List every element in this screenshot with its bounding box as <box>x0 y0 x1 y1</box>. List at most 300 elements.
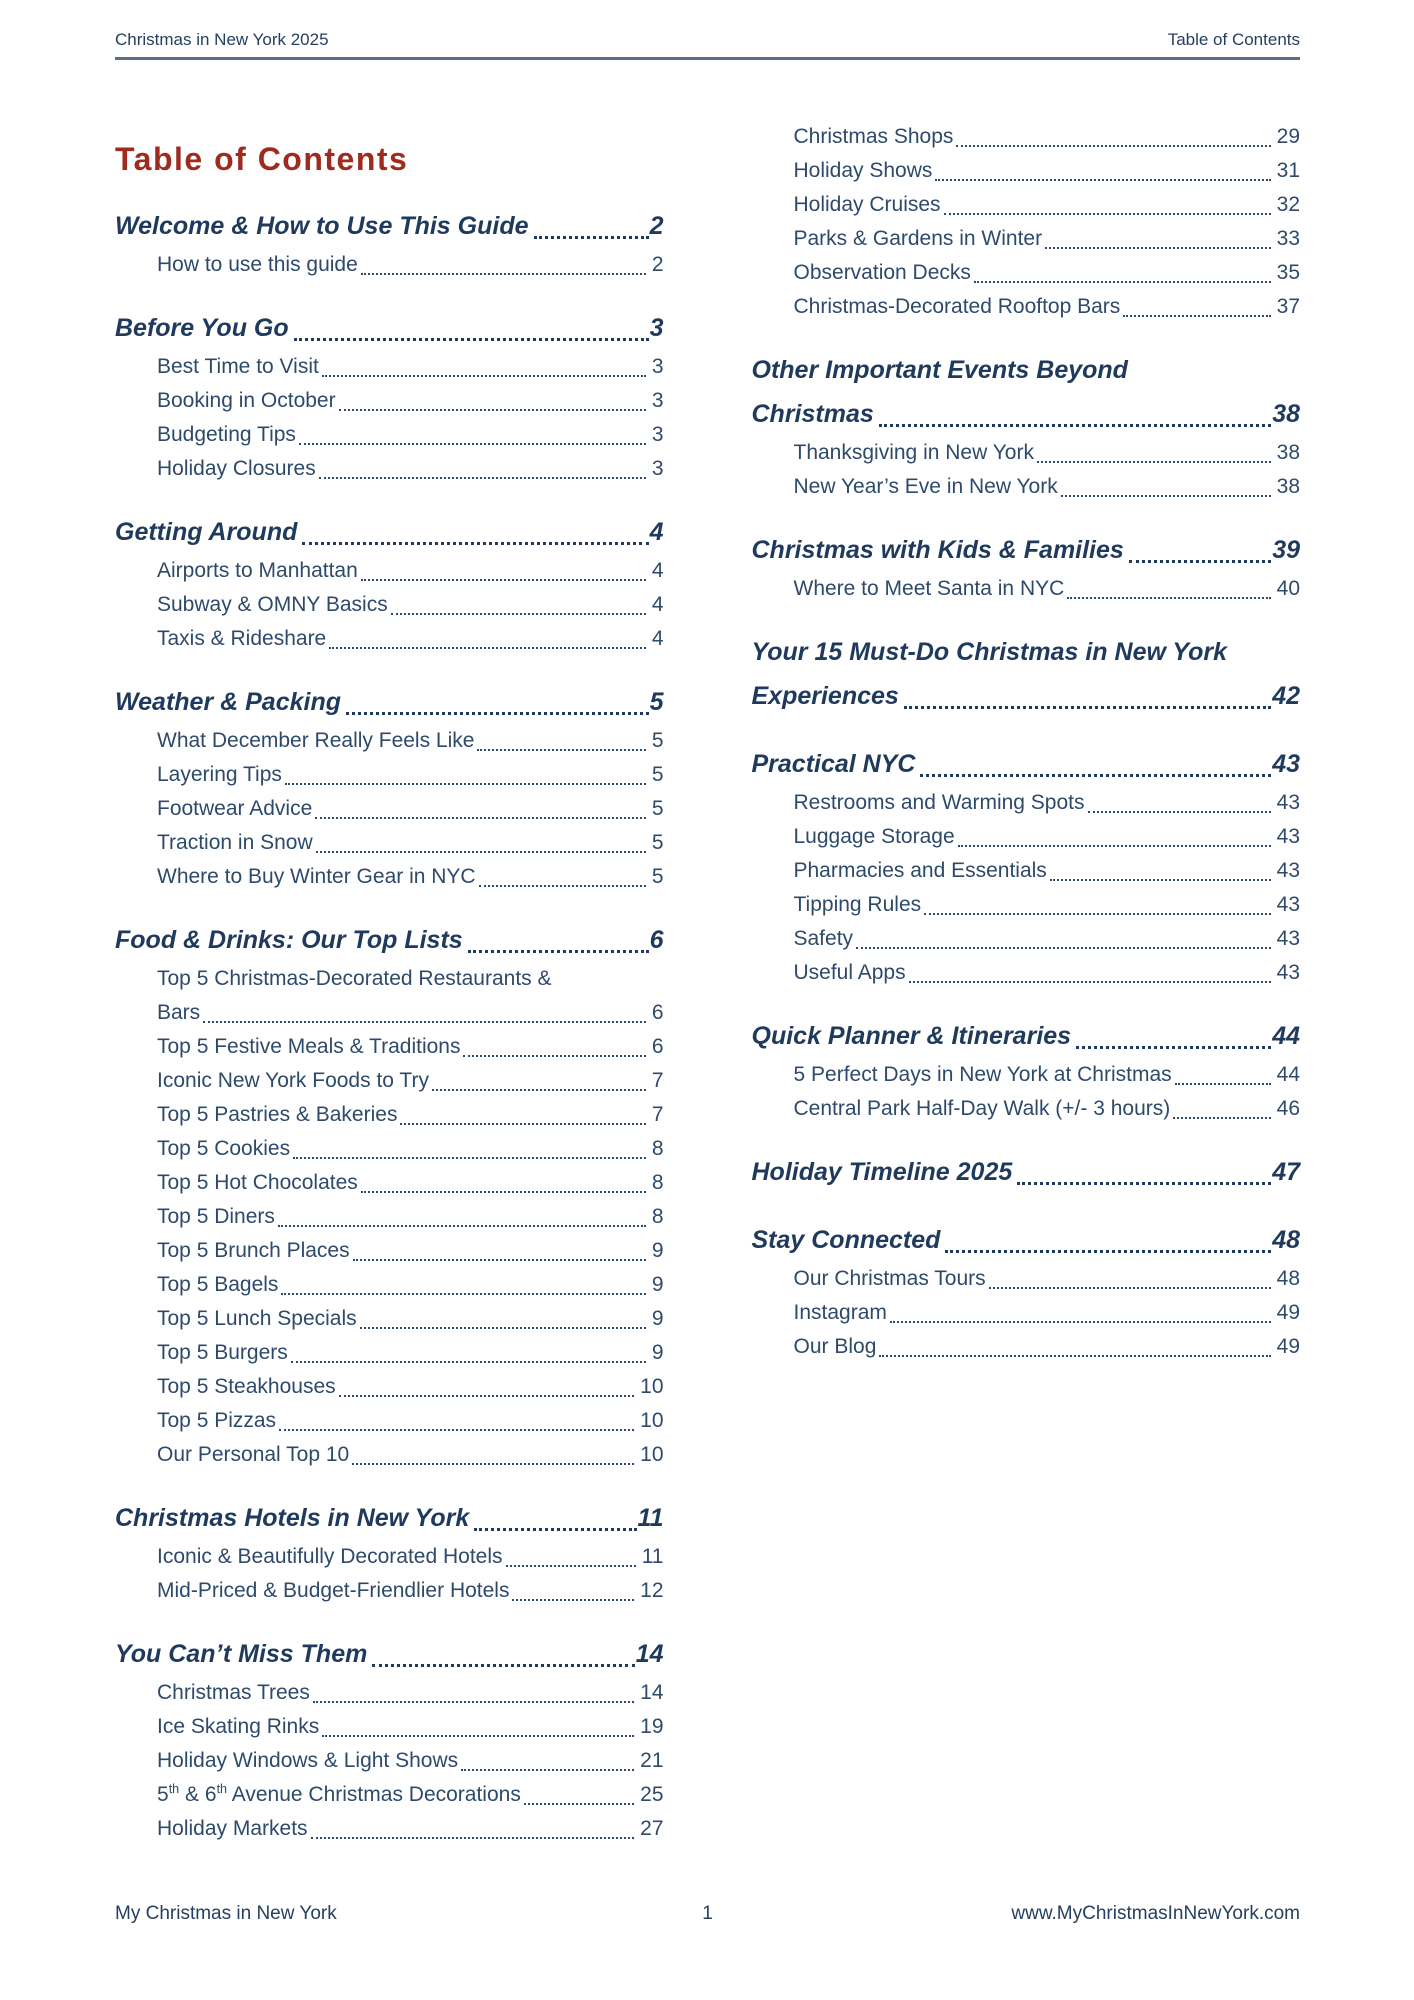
toc-entry-label: Christmas Trees <box>157 1681 310 1704</box>
dot-leader <box>302 542 648 545</box>
toc-entry-label: Top 5 Diners <box>157 1205 275 1228</box>
toc-entry-label: Mid-Priced & Budget-Friendlier Hotels <box>157 1579 510 1602</box>
dot-leader <box>890 1321 1271 1323</box>
dot-leader <box>1037 461 1271 463</box>
toc-page-number: 4 <box>651 627 664 650</box>
toc-item-row[interactable] <box>115 1778 664 1812</box>
dot-leader <box>1123 315 1270 317</box>
toc-page-number: 2 <box>649 212 664 240</box>
toc-title: Table of Contents <box>115 141 409 177</box>
toc-page-number: 4 <box>651 559 664 582</box>
toc-entry-label: Ice Skating Rinks <box>157 1715 320 1738</box>
toc-entry-label: Our Christmas Tours <box>793 1267 986 1290</box>
toc-section <box>115 918 664 1472</box>
toc-page-number: 43 <box>1272 750 1300 778</box>
toc-item-row[interactable] <box>115 1234 664 1268</box>
toc-entry-label: Top 5 Christmas-Decorated Restaurants & <box>157 967 552 990</box>
dot-leader <box>1017 1182 1271 1185</box>
toc-page-number: 38 <box>1272 400 1300 428</box>
toc-item-row[interactable] <box>115 384 664 418</box>
dot-leader <box>278 1225 646 1227</box>
toc-item-row[interactable] <box>115 1744 664 1778</box>
toc-entry-label: Top 5 Bagels <box>157 1273 279 1296</box>
dot-leader <box>361 579 646 581</box>
toc-heading-row[interactable] <box>115 306 664 350</box>
toc-entry-label: Practical NYC <box>751 750 916 778</box>
toc-item-row[interactable] <box>115 1098 664 1132</box>
toc-column-right <box>752 58 1301 1846</box>
toc-content <box>115 58 1300 1846</box>
dot-leader <box>316 851 646 853</box>
dot-leader <box>291 1361 646 1363</box>
toc-page-number: 11 <box>637 1504 664 1532</box>
toc-entry-label: Christmas-Decorated Rooftop Bars <box>793 295 1121 318</box>
toc-page-number: 3 <box>649 314 664 342</box>
toc-page-number: 43 <box>1276 893 1300 916</box>
toc-entry-label: Our Personal Top 10 <box>157 1443 350 1466</box>
toc-page-number: 19 <box>640 1715 664 1738</box>
toc-section <box>115 510 664 656</box>
dot-leader <box>400 1123 645 1125</box>
toc-page-number: 21 <box>640 1749 664 1772</box>
toc-item-row[interactable] <box>752 1330 1301 1364</box>
toc-item-row[interactable] <box>752 1092 1301 1126</box>
header-left-text: Christmas in New York 2025 <box>115 30 329 49</box>
toc-entry-label: Christmas Shops <box>793 125 954 148</box>
dot-leader <box>512 1599 634 1601</box>
toc-page-number: 3 <box>651 355 664 378</box>
toc-section <box>115 204 664 282</box>
toc-page-number: 47 <box>1272 1158 1300 1186</box>
toc-page-number: 42 <box>1272 682 1300 710</box>
dot-leader <box>346 712 649 715</box>
toc-item-row[interactable] <box>115 1812 664 1846</box>
dot-leader <box>1076 1046 1271 1049</box>
toc-entry-label: Holiday Cruises <box>793 193 941 216</box>
toc-section <box>115 680 664 894</box>
toc-item-row[interactable] <box>115 588 664 622</box>
toc-page-number: 39 <box>1272 536 1300 564</box>
footer-right-text: www.MyChristmasInNewYork.com <box>1011 1903 1300 1924</box>
toc-item-row[interactable] <box>115 1268 664 1302</box>
toc-page-number: 33 <box>1276 227 1300 250</box>
toc-entry-label: Safety <box>793 927 854 950</box>
toc-item-row[interactable] <box>115 350 664 384</box>
dot-leader <box>1061 495 1271 497</box>
toc-page-number: 44 <box>1276 1063 1300 1086</box>
dot-leader <box>924 913 1271 915</box>
toc-heading-row[interactable] <box>115 680 664 724</box>
dot-leader <box>463 1055 645 1057</box>
toc-heading-row[interactable] <box>752 528 1301 572</box>
toc-page-number: 6 <box>649 926 664 954</box>
toc-item-row[interactable] <box>752 820 1301 854</box>
toc-page-number: 8 <box>651 1205 664 1228</box>
dot-leader <box>203 1021 646 1023</box>
toc-entry-label: Where to Meet Santa in NYC <box>793 577 1065 600</box>
toc-entry-label: Experiences <box>751 682 899 710</box>
dot-leader <box>479 885 646 887</box>
toc-entry-label: Holiday Markets <box>157 1817 308 1840</box>
toc-item-row[interactable] <box>752 888 1301 922</box>
dot-leader <box>904 706 1271 709</box>
toc-item-row[interactable] <box>752 854 1301 888</box>
toc-page-number: 44 <box>1272 1022 1300 1050</box>
toc-item-row[interactable] <box>115 622 664 656</box>
dot-leader <box>313 1701 634 1703</box>
dot-leader <box>329 647 646 649</box>
toc-section <box>752 1218 1301 1364</box>
dot-leader <box>956 145 1270 147</box>
toc-page-number: 37 <box>1276 295 1300 318</box>
toc-entry-label: Top 5 Pizzas <box>157 1409 277 1432</box>
toc-entry-label: Top 5 Hot Chocolates <box>157 1171 358 1194</box>
dot-leader <box>339 1395 635 1397</box>
toc-page-number: 27 <box>640 1817 664 1840</box>
toc-page-number: 9 <box>651 1273 664 1296</box>
toc-entry-label: New Year’s Eve in New York <box>793 475 1058 498</box>
toc-page-number: 3 <box>651 389 664 412</box>
toc-item-row[interactable] <box>752 572 1301 606</box>
dot-leader <box>477 749 645 751</box>
toc-entry-label: Top 5 Steakhouses <box>157 1375 336 1398</box>
toc-entry-label: Holiday Shows <box>793 159 933 182</box>
toc-entry-label: Top 5 Lunch Specials <box>157 1307 357 1330</box>
toc-page-number: 49 <box>1276 1335 1300 1358</box>
dot-leader <box>920 774 1271 777</box>
dot-leader <box>372 1664 634 1667</box>
toc-page-number: 5 <box>651 865 664 888</box>
toc-item-row[interactable] <box>752 256 1301 290</box>
toc-item-row[interactable] <box>115 248 664 282</box>
toc-heading-row[interactable] <box>752 1218 1301 1262</box>
toc-entry-label: Parks & Gardens in Winter <box>793 227 1043 250</box>
toc-item-row[interactable] <box>752 436 1301 470</box>
toc-entry-label: Before You Go <box>115 314 289 342</box>
dot-leader <box>361 273 646 275</box>
toc-heading-row[interactable] <box>115 1632 664 1676</box>
toc-entry-label: Christmas Hotels in New York <box>115 1504 470 1532</box>
toc-column-left <box>115 58 664 1846</box>
dot-leader <box>1050 879 1271 881</box>
toc-heading-row[interactable] <box>752 674 1301 718</box>
toc-entry-label: Booking in October <box>157 389 336 412</box>
dot-leader <box>285 783 646 785</box>
toc-page-number: 40 <box>1276 577 1300 600</box>
toc-page-number: 14 <box>635 1640 664 1668</box>
toc-entry-label: 5 Perfect Days in New York at Christmas <box>793 1063 1172 1086</box>
dot-leader <box>856 947 1271 949</box>
toc-item-row[interactable] <box>115 1132 664 1166</box>
header-right-text: Table of Contents <box>1167 30 1300 49</box>
toc-page-number: 3 <box>651 423 664 446</box>
dot-leader <box>322 375 646 377</box>
toc-page-number: 5 <box>651 797 664 820</box>
dot-leader <box>1067 597 1270 599</box>
toc-entry-label: Pharmacies and Essentials <box>793 859 1047 882</box>
toc-heading-row[interactable] <box>752 742 1301 786</box>
toc-page-number: 43 <box>1276 927 1300 950</box>
dot-leader <box>945 1250 1271 1253</box>
toc-page-number: 9 <box>651 1341 664 1364</box>
dot-leader <box>281 1293 645 1295</box>
dot-leader <box>432 1089 646 1091</box>
toc-page-number: 3 <box>651 457 664 480</box>
toc-entry-label: Our Blog <box>793 1335 877 1358</box>
toc-section <box>752 742 1301 990</box>
toc-entry-label: Tipping Rules <box>793 893 922 916</box>
toc-page-number: 2 <box>651 253 664 276</box>
toc-page-number: 4 <box>649 518 664 546</box>
toc-item-row[interactable] <box>115 826 664 860</box>
toc-entry-label: Iconic & Beautifully Decorated Hotels <box>157 1545 503 1568</box>
toc-item-row[interactable] <box>752 154 1301 188</box>
toc-item-row[interactable] <box>115 418 664 452</box>
toc-entry-label: Restrooms and Warming Spots <box>793 791 1085 814</box>
toc-page-number: 43 <box>1276 791 1300 814</box>
toc-entry-label: Holiday Windows & Light Shows <box>157 1749 459 1772</box>
toc-page-number: 43 <box>1276 859 1300 882</box>
toc-item-row[interactable] <box>115 758 664 792</box>
toc-page-number: 14 <box>640 1681 664 1704</box>
toc-page-number: 10 <box>640 1375 664 1398</box>
toc-entry-label: Observation Decks <box>793 261 971 284</box>
dot-leader <box>1175 1083 1271 1085</box>
toc-entry-label: Where to Buy Winter Gear in NYC <box>157 865 476 888</box>
toc-section <box>752 120 1301 324</box>
toc-item-row[interactable] <box>115 1030 664 1064</box>
toc-item-row[interactable] <box>752 222 1301 256</box>
toc-entry-label: Holiday Timeline 2025 <box>751 1158 1013 1186</box>
dot-leader <box>352 1463 634 1465</box>
toc-item-row[interactable] <box>115 1302 664 1336</box>
toc-entry-label: Useful Apps <box>793 961 906 984</box>
toc-page-number: 7 <box>651 1069 664 1092</box>
dot-leader <box>534 236 649 239</box>
toc-page-number: 8 <box>651 1171 664 1194</box>
toc-item-row[interactable] <box>115 1370 664 1404</box>
toc-item-row[interactable] <box>752 470 1301 504</box>
toc-item-row[interactable] <box>752 1058 1301 1092</box>
toc-page-number: 31 <box>1276 159 1300 182</box>
toc-entry-label: Christmas <box>751 400 874 428</box>
toc-heading-row[interactable] <box>115 204 664 248</box>
toc-page-number: 43 <box>1276 825 1300 848</box>
toc-section <box>752 1150 1301 1194</box>
toc-heading-row[interactable] <box>752 348 1301 392</box>
toc-item-row[interactable] <box>115 554 664 588</box>
toc-item-row[interactable] <box>115 1166 664 1200</box>
toc-page-number: 5 <box>649 688 664 716</box>
dot-leader <box>1045 247 1271 249</box>
toc-heading-row[interactable] <box>752 1150 1301 1194</box>
toc-heading-row[interactable] <box>115 1496 664 1540</box>
toc-item-row[interactable] <box>115 962 664 996</box>
toc-page-number: 8 <box>651 1137 664 1160</box>
dot-leader <box>935 179 1270 181</box>
toc-page-number: 48 <box>1276 1267 1300 1290</box>
toc-entry-label: Traction in Snow <box>157 831 313 854</box>
toc-item-row[interactable] <box>752 290 1301 324</box>
toc-page-number: 10 <box>640 1409 664 1432</box>
toc-entry-label: Layering Tips <box>157 763 282 786</box>
toc-page-number: 10 <box>640 1443 664 1466</box>
toc-page-number: 7 <box>651 1103 664 1126</box>
toc-entry-label: Other Important Events Beyond <box>751 356 1128 384</box>
dot-leader <box>506 1565 636 1567</box>
page-header <box>115 30 1300 60</box>
toc-page-number: 6 <box>651 1035 664 1058</box>
toc-page-number: 5 <box>651 763 664 786</box>
toc-entry-label: Top 5 Cookies <box>157 1137 291 1160</box>
dot-leader <box>1129 560 1271 563</box>
toc-entry-label: Luggage Storage <box>793 825 955 848</box>
toc-item-row[interactable] <box>115 1200 664 1234</box>
dot-leader <box>311 1837 635 1839</box>
toc-section <box>752 348 1301 504</box>
toc-item-row[interactable] <box>115 1574 664 1608</box>
toc-item-row[interactable] <box>752 1296 1301 1330</box>
dot-leader <box>391 613 646 615</box>
dot-leader <box>299 443 646 445</box>
dot-leader <box>319 477 646 479</box>
toc-page-number: 9 <box>651 1307 664 1330</box>
dot-leader <box>1173 1117 1270 1119</box>
toc-entry-label: Welcome & How to Use This Guide <box>115 212 529 240</box>
toc-item-row[interactable] <box>752 120 1301 154</box>
toc-item-row[interactable] <box>752 188 1301 222</box>
toc-item-row[interactable] <box>115 452 664 486</box>
dot-leader <box>909 981 1271 983</box>
toc-entry-label: Weather & Packing <box>115 688 342 716</box>
toc-heading-row[interactable] <box>752 392 1301 436</box>
toc-page-number: 5 <box>651 831 664 854</box>
dot-leader <box>315 817 646 819</box>
toc-entry-label: Quick Planner & Itineraries <box>751 1022 1072 1050</box>
toc-entry-label: Top 5 Festive Meals & Traditions <box>157 1035 461 1058</box>
toc-item-row[interactable] <box>752 786 1301 820</box>
toc-entry-label: How to use this guide <box>157 253 358 276</box>
toc-entry-label: Christmas with Kids & Families <box>751 536 1124 564</box>
toc-page-number: 49 <box>1276 1301 1300 1324</box>
toc-entry-label: Subway & OMNY Basics <box>157 593 388 616</box>
toc-item-row[interactable] <box>115 1710 664 1744</box>
toc-entry-label: Best Time to Visit <box>157 355 319 378</box>
dot-leader <box>989 1287 1271 1289</box>
toc-section <box>752 528 1301 606</box>
toc-item-row[interactable] <box>115 1336 664 1370</box>
toc-section <box>752 630 1301 718</box>
toc-page-number: 29 <box>1276 125 1300 148</box>
toc-item-row[interactable] <box>752 922 1301 956</box>
toc-entry-label: Your 15 Must-Do Christmas in New York <box>751 638 1228 666</box>
toc-entry-label: Instagram <box>793 1301 887 1324</box>
toc-page-number: 11 <box>641 1545 664 1568</box>
toc-heading-row[interactable] <box>115 918 664 962</box>
toc-page-number: 48 <box>1272 1226 1300 1254</box>
toc-item-row[interactable] <box>115 1064 664 1098</box>
toc-item-row[interactable] <box>115 1404 664 1438</box>
toc-page-number: 43 <box>1276 961 1300 984</box>
toc-entry-label: Central Park Half-Day Walk (+/- 3 hours) <box>793 1097 1171 1120</box>
toc-page-number: 46 <box>1276 1097 1300 1120</box>
dot-leader <box>524 1803 634 1805</box>
dot-leader <box>294 338 649 341</box>
toc-heading-row[interactable] <box>752 1014 1301 1058</box>
toc-entry-label: Taxis & Rideshare <box>157 627 327 650</box>
dot-leader <box>461 1769 634 1771</box>
toc-page-number: 25 <box>640 1783 664 1806</box>
toc-entry-label: Budgeting Tips <box>157 423 296 446</box>
toc-page-number: 35 <box>1276 261 1300 284</box>
toc-section <box>115 1496 664 1608</box>
dot-leader <box>468 950 649 953</box>
toc-entry-label: Footwear Advice <box>157 797 313 820</box>
toc-page-number: 32 <box>1276 193 1300 216</box>
toc-entry-label: What December Really Feels Like <box>157 729 475 752</box>
toc-item-row[interactable] <box>115 1438 664 1472</box>
page-footer <box>115 1903 1300 1925</box>
dot-leader <box>974 281 1271 283</box>
toc-section <box>752 1014 1301 1126</box>
toc-entry-label: Holiday Closures <box>157 457 316 480</box>
toc-entry-label: Top 5 Brunch Places <box>157 1239 350 1262</box>
toc-item-row[interactable] <box>115 1676 664 1710</box>
footer-left-text: My Christmas in New York <box>115 1903 337 1924</box>
toc-item-row[interactable] <box>115 724 664 758</box>
toc-item-row[interactable] <box>115 1540 664 1574</box>
toc-section <box>115 306 664 486</box>
dot-leader <box>339 409 646 411</box>
footer-page-number: 1 <box>702 1903 713 1924</box>
toc-entry-label: Top 5 Burgers <box>157 1341 288 1364</box>
toc-page-number: 6 <box>651 1001 664 1024</box>
toc-page-number: 38 <box>1276 475 1300 498</box>
toc-page-number: 9 <box>651 1239 664 1262</box>
toc-item-row[interactable] <box>752 956 1301 990</box>
dot-leader <box>474 1528 636 1531</box>
toc-page-number: 5 <box>651 729 664 752</box>
toc-item-row[interactable] <box>115 860 664 894</box>
toc-item-row[interactable] <box>115 792 664 826</box>
toc-section <box>115 1632 664 1846</box>
dot-leader <box>361 1191 646 1193</box>
toc-entry-label: Food & Drinks: Our Top Lists <box>115 926 463 954</box>
dot-leader <box>353 1259 646 1261</box>
dot-leader <box>944 213 1271 215</box>
toc-entry-label: Bars <box>157 1001 201 1024</box>
toc-page-number: 12 <box>640 1579 664 1602</box>
toc-entry-label: Iconic New York Foods to Try <box>157 1069 429 1092</box>
dot-leader <box>293 1157 646 1159</box>
toc-entry-label: Top 5 Pastries & Bakeries <box>157 1103 398 1126</box>
dot-leader <box>360 1327 646 1329</box>
dot-leader <box>879 1355 1270 1357</box>
toc-entry-label: Getting Around <box>115 518 298 546</box>
toc-heading-row[interactable] <box>752 630 1301 674</box>
dot-leader <box>958 845 1271 847</box>
toc-item-row[interactable] <box>752 1262 1301 1296</box>
toc-entry-label: Airports to Manhattan <box>157 559 358 582</box>
toc-item-row[interactable] <box>115 996 664 1030</box>
toc-heading-row[interactable] <box>115 510 664 554</box>
dot-leader <box>279 1429 634 1431</box>
toc-entry-label: Stay Connected <box>751 1226 941 1254</box>
dot-leader <box>1088 811 1271 813</box>
dot-leader <box>322 1735 634 1737</box>
dot-leader <box>879 424 1271 427</box>
toc-entry-label: You Can’t Miss Them <box>115 1640 368 1668</box>
